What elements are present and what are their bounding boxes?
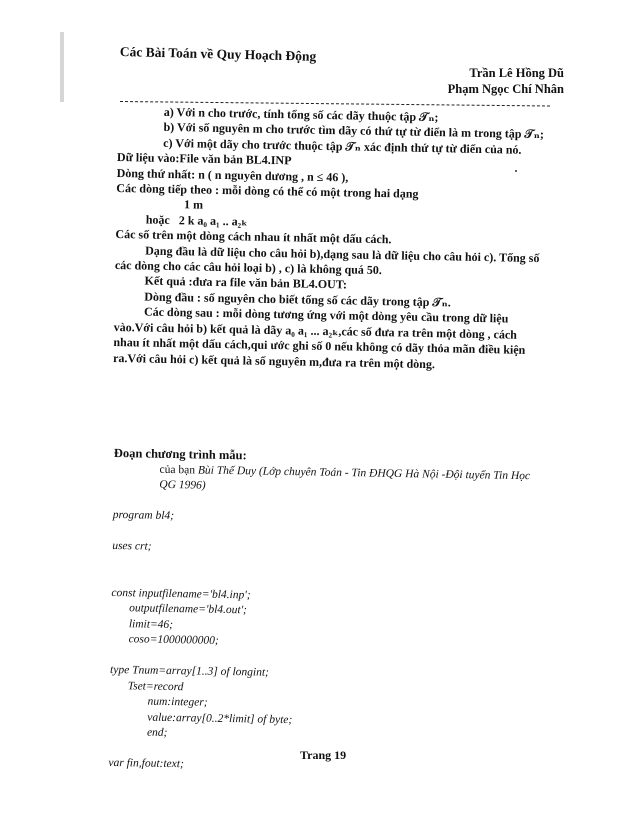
problem-statement — [113, 104, 543, 374]
code-const-4: coso=1000000000; — [128, 633, 219, 647]
scan-artifact — [60, 32, 64, 102]
code-var-1: var fin,fout:text; — [108, 756, 184, 771]
sample-program — [108, 446, 544, 779]
input-heading: Dữ liệu vào:File văn bản BL4.INP — [116, 150, 292, 168]
code-const-2: outputfilename='bl4.out'; — [129, 602, 248, 617]
input-line-2: Các dòng tiếp theo : mỗi dòng có thể có một trong hai dạng — [116, 181, 419, 201]
code-const-1: const inputfilename='bl4.inp'; — [111, 586, 251, 601]
code-type-5: end; — [146, 726, 168, 739]
input-form-2-prefix: hoặc — [145, 212, 170, 227]
item-c: c) Với một dãy cho trước thuộc tập 𝒯ₙ xác định thứ tự từ điển của nó. — [163, 135, 522, 157]
page-number: Trang 19 — [300, 748, 347, 762]
input-line-3: Các số trên một dòng cách nhau ít nhất một dấu cách. — [115, 227, 392, 247]
output-heading: Kết quả :đưa ra file văn bản BL4.OUT: — [144, 274, 348, 292]
input-form-1: 1 m — [183, 197, 204, 213]
sample-credit-prefix: của bạn — [159, 463, 199, 476]
item-a: a) Với n cho trước, tính tổng số các dãy thuộc tập 𝒯ₙ; — [163, 104, 439, 125]
code-type-4: value:array[0..2*limit] of byte; — [147, 711, 293, 726]
sample-heading: Đoạn chương trình mẫu: — [113, 446, 247, 463]
input-paragraph: Dạng đầu là dữ liệu cho câu hỏi b),dạng sau là dữ liệu cho câu hỏi c). Tổng số các dòng cho các câu hỏi loại b) , c) là không quá 50. — [114, 243, 540, 278]
input-form-2-body: 2 k a₀ a₁ .. a₂ₖ — [178, 213, 248, 229]
code-type-2: Tset=record — [127, 679, 184, 693]
sample-credit-text: Bùi Thế Duy (Lớp chuyên Toán - Tin ĐHQG Hà Nội -Đội tuyển Tin Học QG 1996) — [159, 463, 531, 492]
header-author-1: Trần Lê Hồng Dũ — [469, 66, 564, 80]
output-line-1: Dòng đầu : số nguyên cho biết tổng số các dãy trong tập 𝒯ₙ. — [144, 289, 451, 310]
input-line-1: Dòng thứ nhất: n ( n nguyên dương , n ≤ 46 ), — [116, 165, 349, 185]
code-type-1: type Tnum=array[1..3] of longint; — [109, 663, 270, 679]
code-uses: uses crt; — [112, 539, 152, 553]
code-program: program bl4; — [112, 508, 175, 523]
code-type-3: num:integer; — [147, 695, 208, 709]
item-b: b) Với số nguyên m cho trước tìm dãy có thứ tự từ điển là m trong tập 𝒯ₙ; — [163, 120, 545, 142]
output-paragraph: Các dòng sau : mỗi dòng tương ứng với một dòng yêu cầu trong dữ liệu vào.Với câu hỏi b) kết quả là dãy a₀ a₁ ... a₂ₖ,các số đưa ra trên một dòng , cách nhau ít nhất một dấu cách,qui ước ghi số 0 nếu không có dãy thỏa mãn điều kiện ra.Với câu hỏi c) kết quả là số nguyên m,đưa ra trên một dòng. — [112, 304, 526, 371]
header-title: Các Bài Toán về Quy Hoạch Động — [119, 44, 317, 64]
code-const-3: limit=46; — [128, 617, 174, 631]
header-author-2: Phạm Ngọc Chí Nhân — [447, 82, 564, 96]
